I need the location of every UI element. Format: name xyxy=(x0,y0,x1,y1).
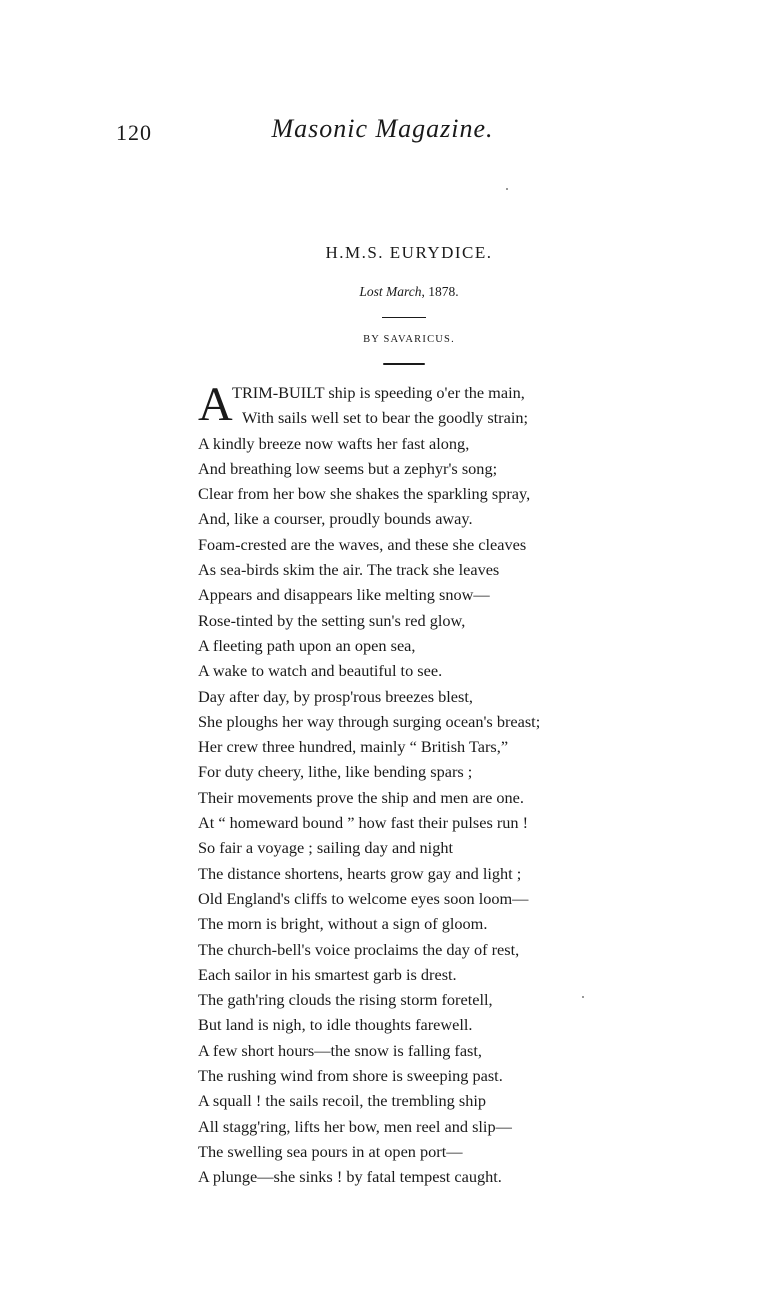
running-title: Masonic Magazine. xyxy=(271,114,494,143)
poem-line: A plunge—she sinks ! by fatal tempest caught. xyxy=(198,1167,502,1187)
poem-line: The gath'ring clouds the rising storm foretell, xyxy=(198,990,493,1010)
poem-byline: BY SAVARICUS. xyxy=(363,334,455,345)
poem-line: For duty cheery, lithe, like bending spars ; xyxy=(198,762,473,782)
poem-line: Old England's cliffs to welcome eyes soon loom— xyxy=(198,888,529,908)
poem-line: The swelling sea pours in at open port— xyxy=(198,1141,463,1161)
poem-line: A kindly breeze now wafts her fast along, xyxy=(198,433,470,453)
page-number: 120 xyxy=(116,120,152,145)
poem-line: The distance shortens, hearts grow gay and light ; xyxy=(198,863,522,883)
poem-line: The morn is bright, without a sign of gloom. xyxy=(198,914,488,934)
poem-line: So fair a voyage ; sailing day and night xyxy=(198,838,454,858)
subtitle-italic: Lost March xyxy=(359,284,422,299)
print-speck xyxy=(506,188,508,190)
poem-lines xyxy=(198,431,648,1190)
poem-line: Clear from her bow she shakes the sparkling spray, xyxy=(198,484,531,504)
poem-line: A few short hours—the snow is falling fast, xyxy=(198,1040,482,1060)
poem-line: At “ homeward bound ” how fast their pulses run ! xyxy=(198,813,529,833)
poem-subtitle xyxy=(0,284,765,300)
poem-line: Foam-crested are the waves, and these she cleaves xyxy=(198,534,527,554)
poem-line: And, like a courser, proudly bounds away. xyxy=(198,509,473,529)
poem-title: H.M.S. EURYDICE. xyxy=(325,243,493,262)
poem-line: As sea-birds skim the air. The track she leaves xyxy=(198,560,500,580)
poem-line: The rushing wind from shore is sweeping past. xyxy=(198,1066,503,1086)
poem-line: A squall ! the sails recoil, the trembling ship xyxy=(198,1091,487,1111)
subtitle-year: , 1878. xyxy=(421,284,459,299)
poem-body xyxy=(198,380,648,1190)
first-line-text: TRIM-BUILT ship is speeding o'er the main, xyxy=(232,383,525,402)
poem-line: Each sailor in his smartest garb is drest. xyxy=(198,964,457,984)
poem-line: A fleeting path upon an open sea, xyxy=(198,635,416,655)
poem-line: Their movements prove the ship and men are one. xyxy=(198,787,524,807)
poem-line: The church-bell's voice proclaims the day of rest, xyxy=(198,939,520,959)
poem-line: But land is nigh, to idle thoughts farewell. xyxy=(198,1015,473,1035)
poem-line-second: With sails well set to bear the goodly strain; xyxy=(242,408,529,428)
title-divider xyxy=(382,317,426,318)
poem-line: Rose-tinted by the setting sun's red glow, xyxy=(198,610,466,630)
poem-line: She ploughs her way through surging ocean's breast; xyxy=(198,711,541,731)
poem-line: And breathing low seems but a zephyr's song; xyxy=(198,458,498,478)
poem-line: Her crew three hundred, mainly “ British Tars,” xyxy=(198,737,509,757)
poem-line: Appears and disappears like melting snow— xyxy=(198,585,490,605)
drop-cap: A xyxy=(198,378,233,431)
poem-line: A wake to watch and beautiful to see. xyxy=(198,661,443,681)
poem-line: All stagg'ring, lifts her bow, men reel and slip— xyxy=(198,1116,512,1136)
byline-divider xyxy=(383,363,425,365)
poem-line: Day after day, by prosp'rous breezes blest, xyxy=(198,686,473,706)
